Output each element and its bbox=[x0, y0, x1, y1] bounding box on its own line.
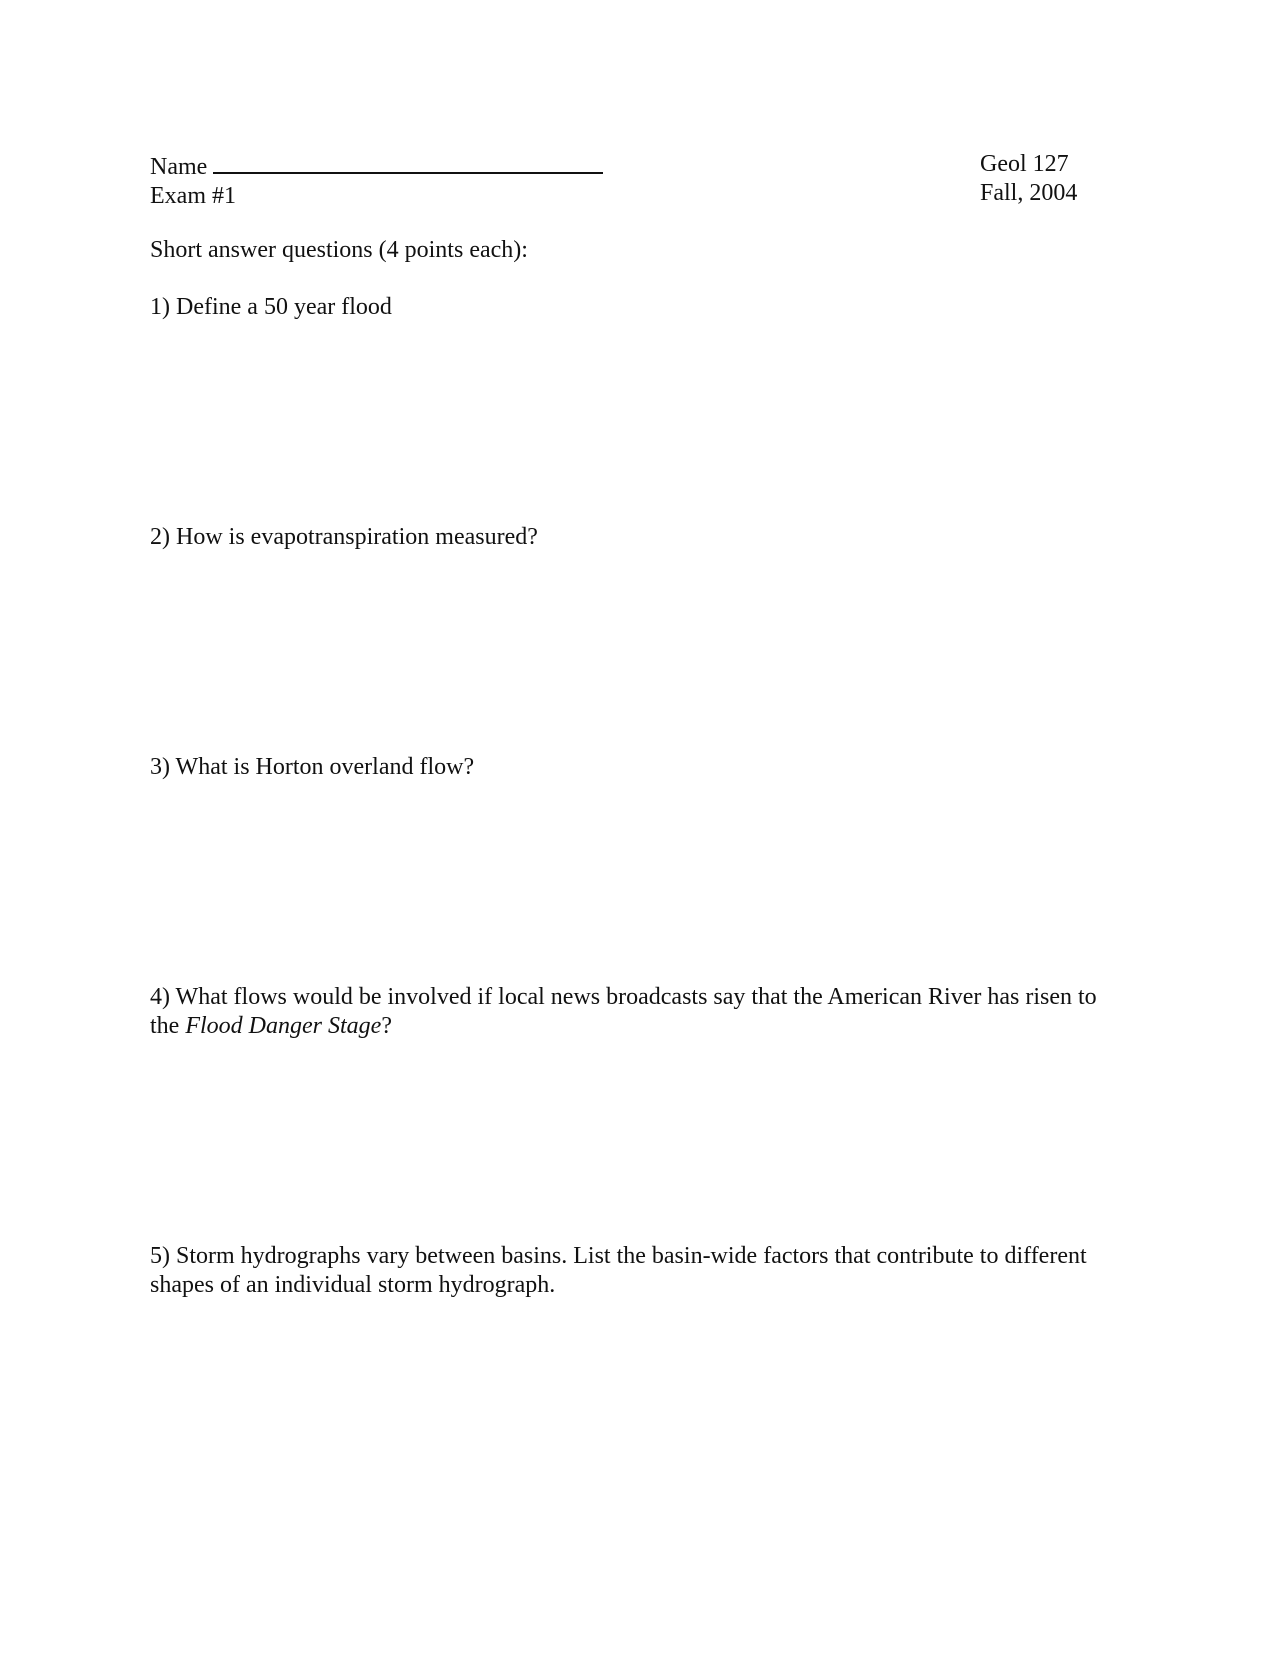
header-right bbox=[980, 150, 1180, 208]
name-line bbox=[150, 150, 750, 182]
name-blank-line bbox=[213, 150, 603, 174]
question-4-text-before: 4) What flows would be involved if local news broadcasts say that the American River has risen to the bbox=[150, 984, 1097, 1039]
question-5: 5) Storm hydrographs vary between basins. List the basin-wide factors that contribute to different shapes of an individual storm hydrograph. bbox=[150, 1243, 1087, 1298]
question-1: 1) Define a 50 year flood bbox=[150, 294, 392, 320]
instructions: Short answer questions (4 points each): bbox=[150, 237, 528, 263]
question-3: 3) What is Horton overland flow? bbox=[150, 754, 475, 780]
course-code: Geol 127 bbox=[980, 151, 1069, 177]
question-4 bbox=[150, 983, 1130, 1041]
question-4-italic-term: Flood Danger Stage bbox=[185, 1013, 382, 1039]
exam-number: Exam #1 bbox=[150, 183, 236, 209]
term: Fall, 2004 bbox=[980, 180, 1078, 206]
name-label: Name bbox=[150, 154, 208, 180]
question-4-text-after: ? bbox=[381, 1013, 392, 1039]
question-2: 2) How is evapotranspiration measured? bbox=[150, 524, 538, 550]
header-left bbox=[150, 150, 750, 211]
